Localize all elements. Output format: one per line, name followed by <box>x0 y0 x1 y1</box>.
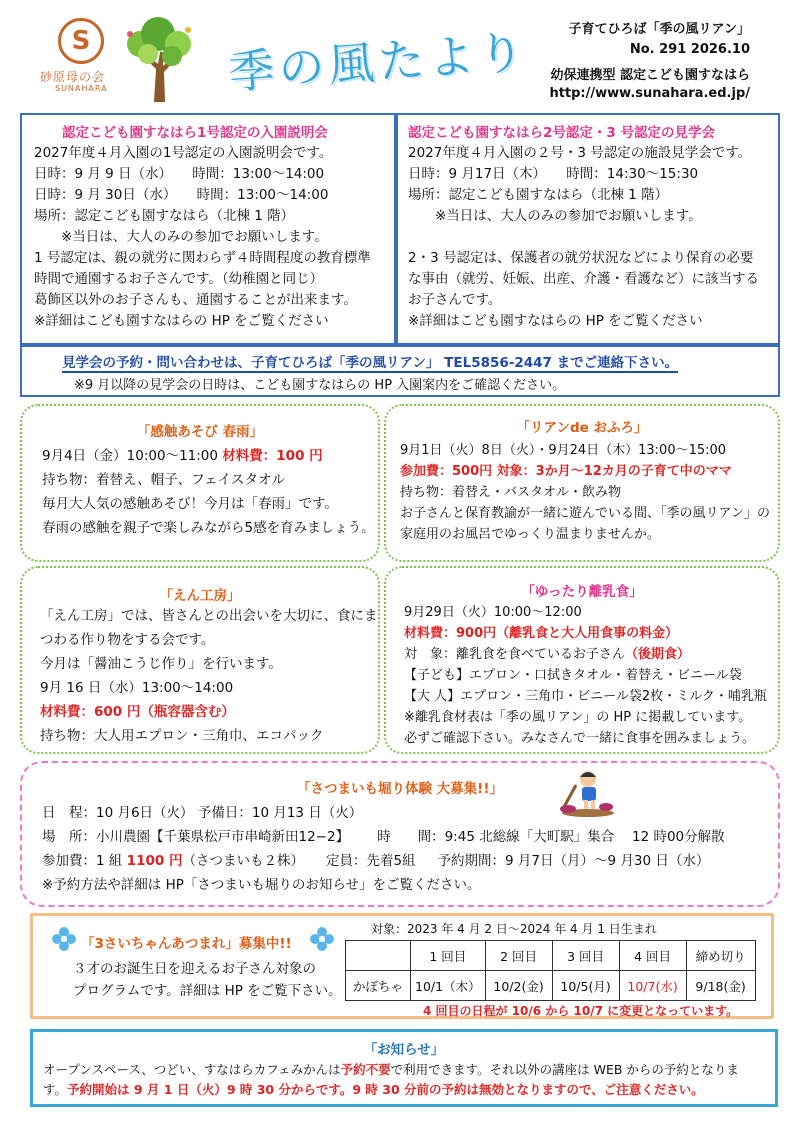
event-items-adult: 【大 人】エプロン・三角巾・ビニール袋2枚・ミルク・哺乳瓶 <box>404 689 767 704</box>
body-line: ※当日は、大人のみの参加でお願いします。 <box>408 208 702 224</box>
event-fee: 参加費：500円 対象：3か月～12カ月の子育て中のママ <box>400 464 732 479</box>
body-line: 場所：認定こども園すなはら（北棟 1 階） <box>408 187 669 203</box>
schedule-table <box>345 940 756 1001</box>
event-fee-line <box>42 849 725 873</box>
notice-title: 「お知らせ」 <box>363 1042 445 1058</box>
event-time: 9月1日（火）8日（火）・9月24日（木）13:00～15:00 <box>400 443 727 458</box>
table-header-cell: 4 回目 <box>619 941 686 971</box>
type1-briefing-title: 認定こども園すなはら1号認定の入園説明会 <box>62 125 328 141</box>
notice-line-cont: す。予約開始は 9 月 1 日（火）9 時 30 分からです。9 時 30 分前の予約は無効となりますので、ご注意ください。 <box>43 1082 704 1097</box>
event-items: 持ち物：着替え、帽子、フェイスタオル <box>42 472 285 488</box>
event-period: 予約期間：9 月7日（月）～9 月30 日（水） <box>437 853 710 869</box>
event-time: 9月29日（火）10:00～12:00 <box>404 605 582 620</box>
flower-icon <box>51 926 77 952</box>
event-desc: プログラムです。詳細は HP をご覧下さい。 <box>73 983 342 999</box>
body-line: 葛飾区以外のお子さんも、通園することが出来ます。 <box>34 292 357 308</box>
table-cell: 10/1（木） <box>411 971 486 1001</box>
body-line: 1 号認定は、親の就労に関わらず４時間程度の教育標準 <box>34 250 371 266</box>
website-url[interactable]: http://www.sunahara.ed.jp/ <box>549 86 750 101</box>
event-desc: 家庭用のお風呂でゆっくり温まりませんか。 <box>400 527 660 542</box>
type23-tour-box <box>396 113 780 345</box>
event-title: 「リアンde おふろ」 <box>516 420 648 436</box>
event-3yo-program <box>30 913 774 1019</box>
table-row <box>346 971 756 1001</box>
table-header-cell <box>346 941 411 971</box>
schedule-change-note: 4 回目の日程が 10/6 から 10/7 に変更となっています。 <box>423 1004 739 1018</box>
body-line: 2027年度４月入園の1号認定の入園説明会です。 <box>34 145 333 161</box>
event-time: 9月4日（金）10:00～11:00 <box>42 448 223 464</box>
body-line: 2027年度４月入園の２号・3 号認定の施設見学会です。 <box>408 145 752 161</box>
event-fee-value: 1100 円 <box>126 853 183 869</box>
notice-box <box>30 1029 778 1107</box>
school-name: 幼保連携型 認定こども園すなはら <box>550 68 750 83</box>
issue-number: No. 291 2026.10 <box>629 42 750 57</box>
tree-logo-icon <box>118 14 200 104</box>
table-header-row <box>346 941 756 971</box>
flower-icon <box>309 926 335 952</box>
event-title: 「ゆったり離乳食」 <box>521 584 643 600</box>
body-line: 時間で通園するお子さんです。（幼稚園と同じ） <box>34 271 324 287</box>
event-time: 時 間：9:45 北総線「大町駅」集合 12 時00分解散 <box>377 829 725 845</box>
event-items-child: 【子ども】エプロン・口拭きタオル・着替え・ビニール袋 <box>404 668 742 683</box>
event-note: 必ずご確認下さい。みなさんで一緒に食事を囲みましょう。 <box>404 731 756 746</box>
event-touch-play <box>20 404 380 562</box>
event-fee: 材料費：100 円 <box>222 448 323 464</box>
event-fee-detail: （さつまいも２株） <box>182 853 304 869</box>
table-cell: 9/18(金) <box>686 971 755 1001</box>
body-line: ※詳細はこども園すなはらの HP をご覧ください <box>34 313 329 329</box>
event-bath <box>384 404 780 562</box>
event-items: 持ち物：大人用エプロン・三角巾、エコパック <box>40 728 324 744</box>
event-time-line <box>42 444 375 468</box>
type23-tour-title: 認定こども園すなはら2号認定・3 号認定の見学会 <box>408 125 715 141</box>
event-title: 「感触あそび 春雨」 <box>136 424 264 440</box>
body-line: 日時：9 月 9 日（水） 時間：13:00～14:00 <box>34 166 325 182</box>
body-line: お子さんです。 <box>408 292 502 308</box>
body-line: な事由（就労、妊娠、出産、介護・看護など）に該当する <box>408 271 759 287</box>
table-header-cell: 3 回目 <box>552 941 619 971</box>
type23-tour-body <box>408 143 759 332</box>
event-desc: 「えん工房」では、皆さんとの出会いを大切に、食にま <box>40 608 378 624</box>
event-target-stage: （後期食） <box>625 647 691 662</box>
newsletter-title: 季の風たより <box>226 24 530 100</box>
notice-line: オープンスペース、つどい、すなはらカフェみかんは予約不要で利用できます。それ以外の講座は WEB からの予約となりま <box>43 1062 739 1077</box>
table-cell: 10/2(金) <box>485 971 552 1001</box>
table-cell: 10/5(月) <box>552 971 619 1001</box>
event-time: 9月 16 日（水）13:00～14:00 <box>40 680 234 696</box>
body-line: 2・3 号認定は、保護者の就労状況などにより保育の必要 <box>408 250 754 266</box>
body-line: 日時：9 月 30日（水） 時間：13:00～14:00 <box>34 187 329 203</box>
notice-no-reservation: 予約不要 <box>340 1062 391 1077</box>
event-title: 「3さいちゃんあつまれ」募集中!! <box>81 936 292 952</box>
event-baby-food <box>384 566 780 754</box>
body-line: ※当日は、大人のみの参加でお願いします。 <box>34 229 328 245</box>
table-header-cell: 1 回目 <box>411 941 486 971</box>
event-desc: 毎月大人気の感触あそび！今月は「春雨」です。 <box>42 496 338 512</box>
event-target: 対象：2023 年 4 月 2 日～2024 年 4 月 1 日生まれ <box>371 922 657 936</box>
org-name-en: SUNAHARA <box>55 84 108 93</box>
event-note: ※離乳食材表は「季の風リアン」の HP に掲載しています。 <box>404 710 752 725</box>
contact-note: ※9 月以降の見学会の日時は、こども園すなはらの HP 入園案内をご確認ください。 <box>74 378 566 393</box>
event-title: 「えん工房」 <box>159 588 241 604</box>
type1-briefing-body <box>34 143 371 332</box>
event-desc: ３才のお誕生日を迎えるお子さん対象の <box>73 961 316 977</box>
body-line: ※詳細はこども園すなはらの HP をご覧ください <box>408 313 703 329</box>
notice-reservation-start: 予約開始は 9 月 1 日（火）9 時 30 分からです。9 時 30 分前の予約は無効となりますので、ご注意ください。 <box>67 1082 704 1097</box>
event-fee-label: 参加費：1 組 <box>42 853 127 869</box>
body-line <box>408 227 759 248</box>
event-en-kobo <box>20 566 380 754</box>
event-date: 日 程：10 月6日（火） 予備日：10 月13 日（火） <box>42 805 363 821</box>
event-place: 場 所：小川農園【千葉県松戸市串崎新田12−2】 <box>42 829 350 845</box>
event-desc: つわる作り物をする会です。 <box>40 632 215 648</box>
event-items: 持ち物：着替え・バスタオル・飲み物 <box>400 485 622 500</box>
publisher-name: 子育てひろば「季の風リアン」 <box>568 22 750 37</box>
org-logo: S <box>58 18 104 64</box>
event-title: 「さつまいも堀り体験 大募集!!」 <box>296 781 503 797</box>
event-note: ※予約方法や詳細は HP「さつまいも堀りのお知らせ」をご覧ください。 <box>42 877 481 893</box>
event-sweet-potato <box>20 761 780 907</box>
table-cell-changed: 10/7(水) <box>619 971 686 1001</box>
event-desc: お子さんと保育教諭が一緒に遊んでいる間、「季の風リアン」の <box>400 506 770 521</box>
event-desc: 今月は「醤油こうじ作り」を行います。 <box>40 656 282 672</box>
event-fee: 材料費：900円（離乳食と大人用食事の料金） <box>404 626 679 641</box>
event-target: 対 象：離乳食を食べているお子さん <box>404 647 626 662</box>
event-fee: 材料費：600 円（瓶容器含む） <box>40 704 235 720</box>
table-header-cell: 締め切り <box>686 941 755 971</box>
contact-main: 見学会の予約・問い合わせは、子育てひろば「季の風リアン」 TEL5856-2447 までご連絡下さい。 <box>62 351 678 373</box>
org-name: 砂原母の会 <box>40 70 106 84</box>
table-header-cell: 2 回目 <box>485 941 552 971</box>
event-target-line <box>404 644 767 665</box>
type1-briefing-box <box>20 113 396 345</box>
body-line: 日時：9 月17日（木） 時間：14:30～15:30 <box>408 166 699 182</box>
event-capacity: 定員：先着5組 <box>325 853 416 869</box>
event-place-line <box>42 825 725 849</box>
body-line: 場所：認定こども園すなはら（北棟 1 階） <box>34 208 295 224</box>
event-desc: 春雨の感触を親子で楽しみながら5感を育みましょう。 <box>42 520 375 536</box>
table-row-label: かぼちゃ <box>346 971 411 1001</box>
